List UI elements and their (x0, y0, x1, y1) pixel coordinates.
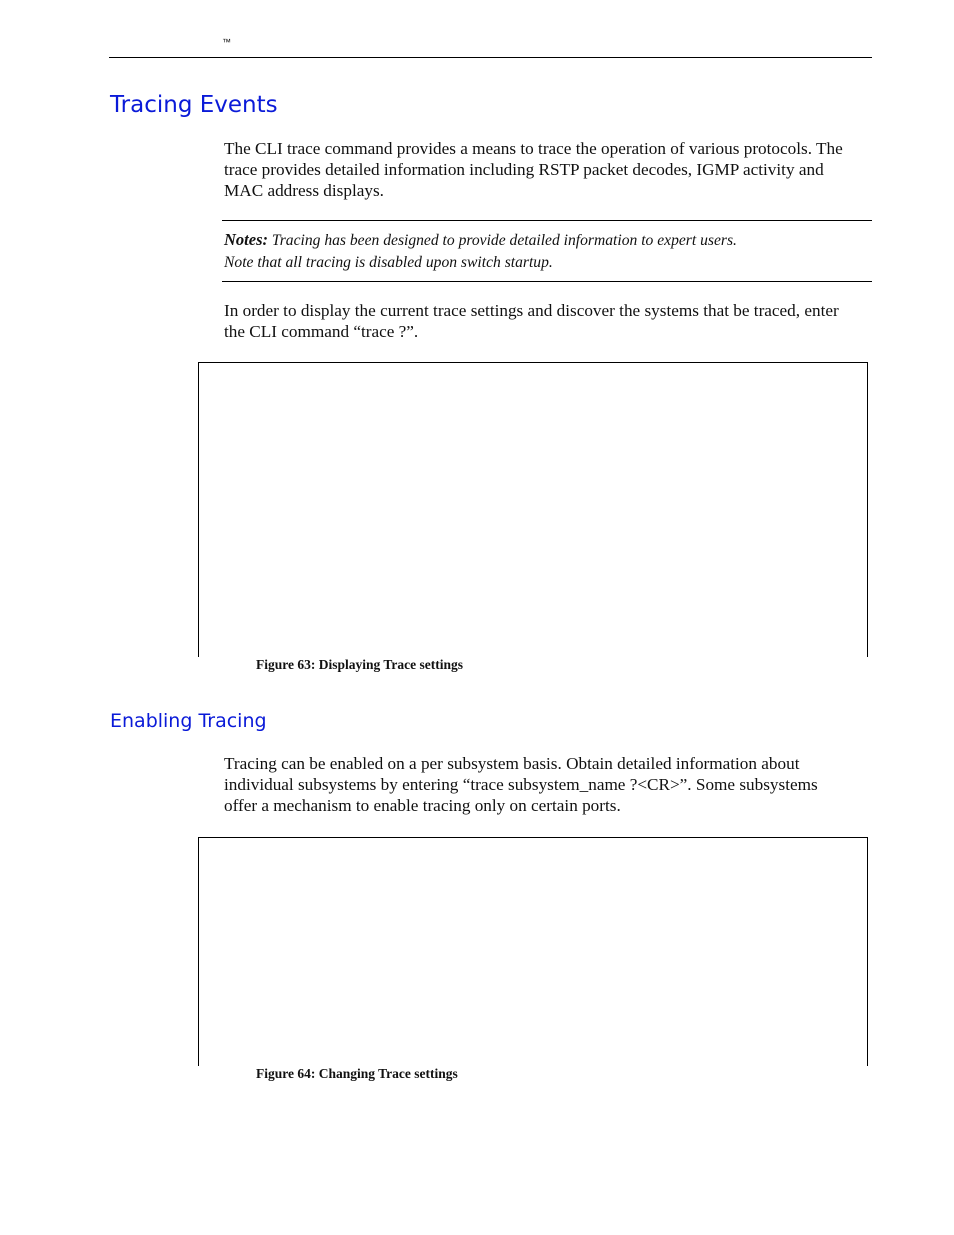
note-label: Notes: (224, 230, 268, 249)
section-title-enabling-tracing: Enabling Tracing (110, 710, 267, 732)
figure-64-screenshot-frame (198, 837, 868, 1066)
note-box (224, 229, 864, 274)
header-divider (109, 57, 872, 58)
figure-63-screenshot-frame (198, 362, 868, 657)
intro-paragraph: The CLI trace command provides a means to trace the operation of various protocols. The trace provides detailed information including RSTP packet decodes, IGMP activity and MAC address displays. (224, 139, 843, 200)
enabling-paragraph: Tracing can be enabled on a per subsystem basis. Obtain detailed information about individual subsystems by entering “trace subsystem_name ?<CR>”. Some subsystems offer a mechanism to enable tracing only on certain ports. (224, 754, 818, 815)
instruction-paragraph: In order to display the current trace settings and discover the systems that be traced, enter the CLI command “trace ?”. (224, 301, 839, 341)
note-bottom-rule (222, 281, 872, 282)
figure-64-caption: Figure 64: Changing Trace settings (256, 1066, 458, 1081)
note-line-2: Note that all tracing is disabled upon switch startup. (224, 254, 553, 271)
figure-63-caption: Figure 63: Displaying Trace settings (256, 657, 463, 672)
note-top-rule (222, 220, 872, 221)
note-line-1: Tracing has been designed to provide detailed information to expert users. (271, 232, 737, 249)
trademark-symbol: ™ (222, 37, 232, 47)
section-title-tracing-events: Tracing Events (110, 92, 278, 118)
